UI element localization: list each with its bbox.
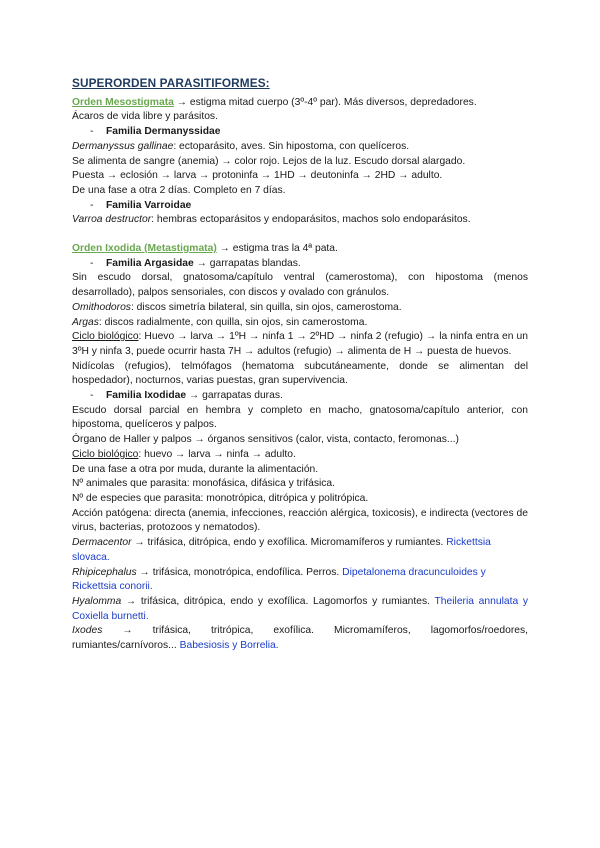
species-line: Dermanyssus gallinae: ectoparásito, aves. Sin hipostoma, con quelíceros.	[72, 140, 410, 152]
genus-line: Ixodes → trifásica, tritrópica, exofílica. Micromamíferos, lagomorfos/roedores, rumiantes/carnívoros... Babesiosis y Borrelia.	[72, 625, 528, 652]
paragraph: Nº de especies que parasita: monotrópica, ditrópica y politrópica.	[72, 492, 369, 504]
species-line: Varroa destructor: hembras ectoparásitos y endoparásitos, machos solo endoparásitos.	[72, 214, 471, 226]
paragraph: Ácaros de vida libre y parásitos.	[72, 111, 218, 123]
paragraph: Órgano de Haller y palpos → órganos sensitivos (calor, vista, contacto, feromonas...)	[72, 434, 459, 446]
lifecycle-line: Ciclo biológico: huevo → larva → ninfa → adulto.	[72, 448, 296, 460]
genus-line: Rhipicephalus → trifásica, monotrópica, endofílica. Perros. Dipetalonema dracunculoides y Rickettsia conorii.	[72, 566, 486, 593]
order-ixodida: Orden Ixodida (Metastigmata) → estigma tras la 4ª pata.	[72, 243, 338, 255]
paragraph: De una fase a otra 2 días. Completo en 7 días.	[72, 184, 286, 196]
order-mesostigmata: Orden Mesostigmata → estigma mitad cuerpo (3º-4º par). Más diversos, depredadores.	[72, 96, 477, 108]
paragraph: Nidícolas (refugios), telmófagos (hematoma subcutáneamente, donde se alimentan del hospedador), nocturnos, varias puestas, gran supervivencia.	[72, 360, 528, 387]
paragraph: Nº animales que parasita: monofásica, difásica y trifásica.	[72, 478, 336, 490]
paragraph: Sin escudo dorsal, gnatosoma/capítulo ventral (camerostoma), con hipostoma (menos desarrollado), palpos sensoriales, con discos y ovalado con gránulos.	[72, 272, 528, 299]
page-title: SUPERORDEN PARASITIFORMES:	[72, 76, 270, 90]
paragraph: De una fase a otra por muda, durante la alimentación.	[72, 463, 319, 475]
family-item: - Familia Ixodidae → garrapatas duras.	[90, 390, 283, 402]
document-page	[72, 76, 528, 654]
species-line: Omithodoros: discos simetría bilateral, sin quilla, sin ojos, camerostoma.	[72, 301, 402, 313]
family-item: - Familia Dermanyssidae	[90, 126, 221, 138]
genus-line: Hyalomma → trifásica, ditrópica, endo y exofílica. Lagomorfos y rumiantes. Theileria annulata y Coxiella burnetti.	[72, 595, 528, 622]
paragraph: Se alimenta de sangre (anemia) → color rojo. Lejos de la luz. Escudo dorsal alargado.	[72, 155, 466, 167]
paragraph: Acción patógena: directa (anemia, infecciones, reacción alérgica, toxicosis), e indirecta (vectores de virus, bacterias, protozoos y nematodos).	[72, 507, 528, 534]
family-item: - Familia Argasidae → garrapatas blandas.	[90, 257, 301, 269]
order-heading: Orden Ixodida (Metastigmata)	[72, 243, 217, 255]
lifecycle-line: Ciclo biológico: Huevo → larva → 1ºH → ninfa 1 → 2ºHD → ninfa 2 (refugio) → la ninfa entra en un 3ºH y ninfa 3, puede ocurrir hasta 7H → adultos (refugio) → alimenta de H → puesta de huevos.	[72, 331, 528, 357]
species-line: Argas: discos radialmente, con quilla, sin ojos, sin camerostoma.	[72, 316, 368, 328]
order-heading: Orden Mesostigmata	[72, 96, 174, 108]
family-item: - Familia Varroidae	[90, 199, 192, 211]
paragraph: Escudo dorsal parcial en hembra y completo en macho, gnatosoma/capítulo anterior, con hipostoma, quelíceros y palpos.	[72, 404, 528, 431]
paragraph: Puesta → eclosión → larva → protoninfa → 1HD → deutoninfa → 2HD → adulto.	[72, 170, 443, 182]
genus-line: Dermacentor → trifásica, ditrópica, endo y exofílica. Micromamíferos y rumiantes. Rickettsia slovaca.	[72, 537, 491, 563]
